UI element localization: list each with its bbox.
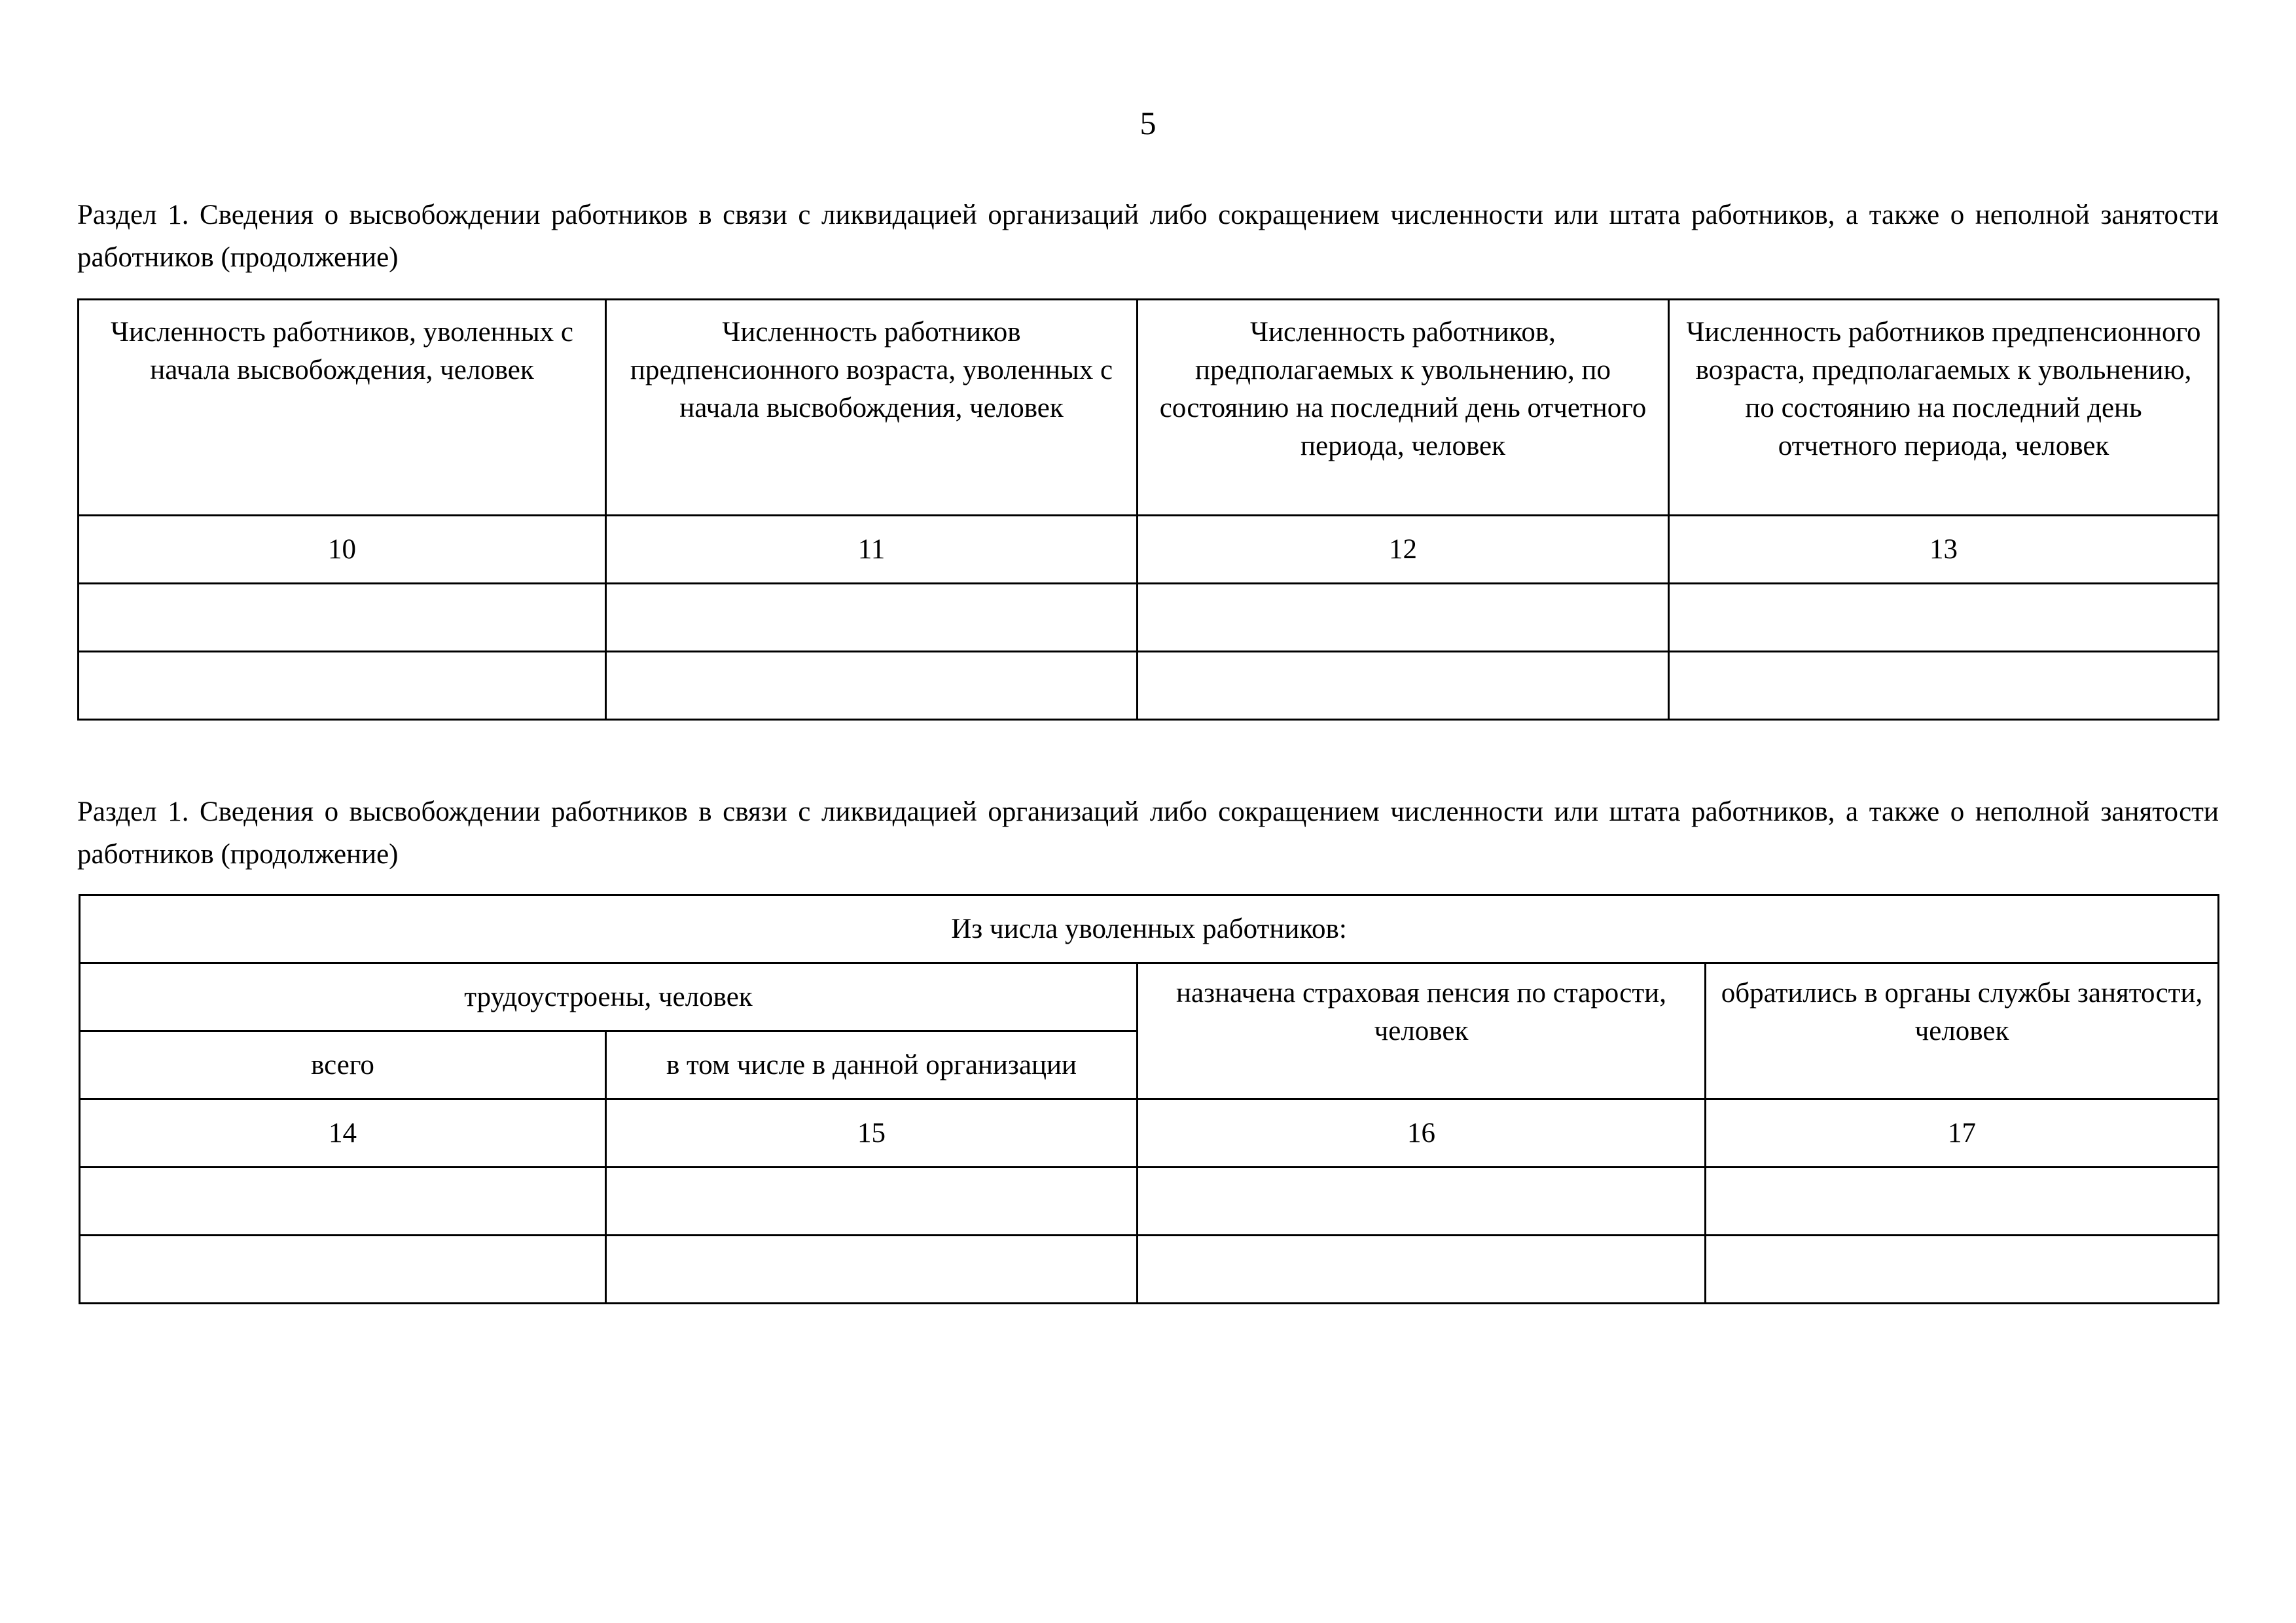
column-number-row <box>80 1099 2219 1168</box>
table-row <box>79 584 2219 652</box>
column-number: 10 <box>79 516 606 584</box>
header-cell: Численность работников, уволенных с начала высвобождения, человек <box>79 300 606 516</box>
column-number: 12 <box>1138 516 1669 584</box>
section-1-caption: Раздел 1. Сведения о высвобождении работников в связи с ликвидацией организаций либо сокращением численности или штата работников, а также о неполной занятости работников (продолжение) <box>77 200 2219 273</box>
employed-header: трудоустроены, человек <box>80 963 1138 1031</box>
table-row <box>80 1236 2219 1304</box>
employed-total-header: всего <box>80 1031 606 1099</box>
column-number: 17 <box>1706 1099 2219 1168</box>
table-row <box>80 1168 2219 1236</box>
empty-cell[interactable] <box>606 1236 1138 1304</box>
column-number: 15 <box>606 1099 1138 1168</box>
column-number-row <box>79 516 2219 584</box>
column-number: 16 <box>1138 1099 1706 1168</box>
empty-cell[interactable] <box>79 584 606 652</box>
column-number: 11 <box>606 516 1138 584</box>
empty-cell[interactable] <box>1138 652 1669 720</box>
empty-cell[interactable] <box>1138 1168 1706 1236</box>
empty-cell[interactable] <box>606 1168 1138 1236</box>
empty-cell[interactable] <box>1138 1236 1706 1304</box>
group-header: Из числа уволенных работников: <box>80 895 2219 963</box>
group-header-row <box>80 895 2219 963</box>
empty-cell[interactable] <box>1669 652 2219 720</box>
column-number: 14 <box>80 1099 606 1168</box>
empty-cell[interactable] <box>1138 584 1669 652</box>
header-cell: Численность работников предпенсионного возраста, предполагаемых к увольнению, по состоянию на последний день отчетного периода, человек <box>1669 300 2219 516</box>
table-header-row <box>79 300 2219 516</box>
empty-cell[interactable] <box>80 1168 606 1236</box>
section-2-caption: Раздел 1. Сведения о высвобождении работников в связи с ликвидацией организаций либо сокращением численности или штата работников, а также о неполной занятости работников (продолжение) <box>77 796 2219 870</box>
empty-cell[interactable] <box>80 1236 606 1304</box>
employed-in-org-header: в том числе в данной организации <box>606 1031 1138 1099</box>
empty-cell[interactable] <box>606 652 1138 720</box>
section-1-table <box>77 298 2219 721</box>
table-row <box>79 652 2219 720</box>
pension-header: назначена страховая пенсия по старости, человек <box>1138 963 1706 1099</box>
header-cell: Численность работников предпенсионного возраста, уволенных с начала высвобождения, человек <box>606 300 1138 516</box>
empty-cell[interactable] <box>1706 1168 2219 1236</box>
column-number: 13 <box>1669 516 2219 584</box>
header-cell: Численность работников, предполагаемых к увольнению, по состоянию на последний день отчетного периода, человек <box>1138 300 1669 516</box>
empty-cell[interactable] <box>1706 1236 2219 1304</box>
header-row <box>80 963 2219 1031</box>
employment-service-header: обратились в органы службы занятости, человек <box>1706 963 2219 1099</box>
section-2-table <box>79 894 2219 1304</box>
empty-cell[interactable] <box>606 584 1138 652</box>
empty-cell[interactable] <box>1669 584 2219 652</box>
empty-cell[interactable] <box>79 652 606 720</box>
page-number: 5 <box>1139 105 1157 141</box>
